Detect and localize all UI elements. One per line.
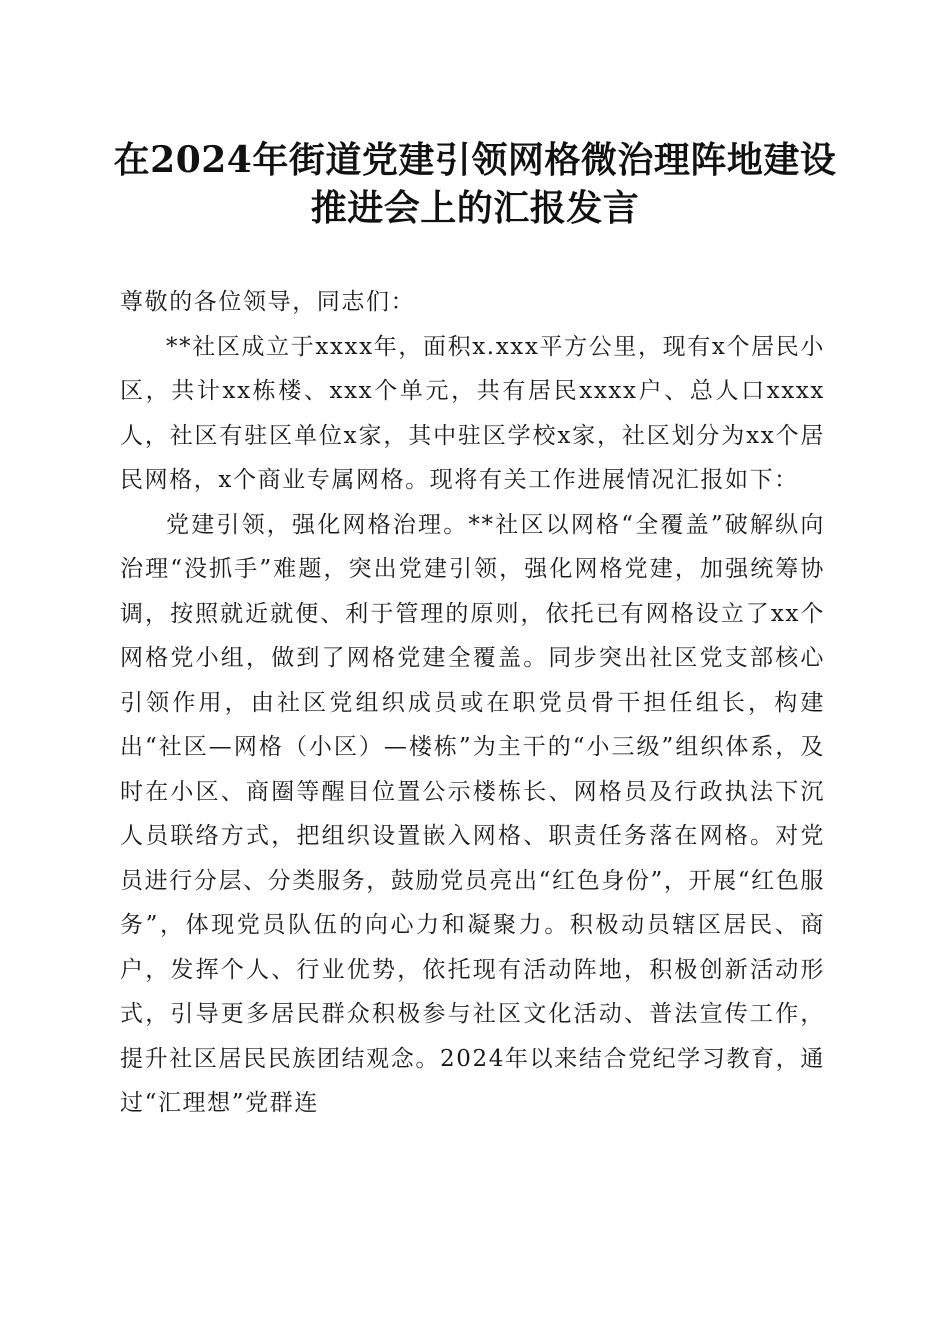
paragraph-intro: **社区成立于xxxx年，面积x.xxx平方公里，现有x个居民小区，共计xx栋楼、xxx个单元，共有居民xxxx户、总人口xxxx人，社区有驻区单位x家，其中驻区学校x家，社区划分为xx个居民网格，x个商业专属网格。现将有关工作进展情况汇报如下： <box>120 333 825 493</box>
title-line-2: 推进会上的汇报发言 <box>310 187 640 229</box>
document-body <box>120 280 825 1126</box>
paragraph-party-building: 党建引领，强化网格治理。**社区以网格“全覆盖”破解纵向治理“没抓手”难题，突出党建引领，强化网格党建，加强统筹协调，按照就近就便、利于管理的原则，依托已有网格设立了xx个网格党小组，做到了网格党建全覆盖。同步突出社区党支部核心引领作用，由社区党组织成员或在职党员骨干担任组长，构建出“社区—网格（小区）—楼栋”为主干的“小三级”组织体系，及时在小区、商圈等醒目位置公示楼栋长、网格员及行政执法下沉人员联络方式，把组织设置嵌入网格、职责任务落在网格。对党员进行分层、分类服务，鼓励党员亮出“红色身份”，开展“红色服务”，体现党员队伍的向心力和凝聚力。积极动员辖区居民、商户，发挥个人、行业优势，依托现有活动阵地，积极创新活动形式，引导更多居民群众积极参与社区文化活动、普法宣传工作，提升社区居民民族团结观念。2024年以来结合党纪学习教育，通过“汇理想”党群连 <box>120 511 825 1116</box>
title-line-1: 在2024年街道党建引领网格微治理阵地建设 <box>113 139 837 181</box>
document-title <box>100 136 850 232</box>
salutation: 尊敬的各位领导，同志们： <box>120 289 416 315</box>
